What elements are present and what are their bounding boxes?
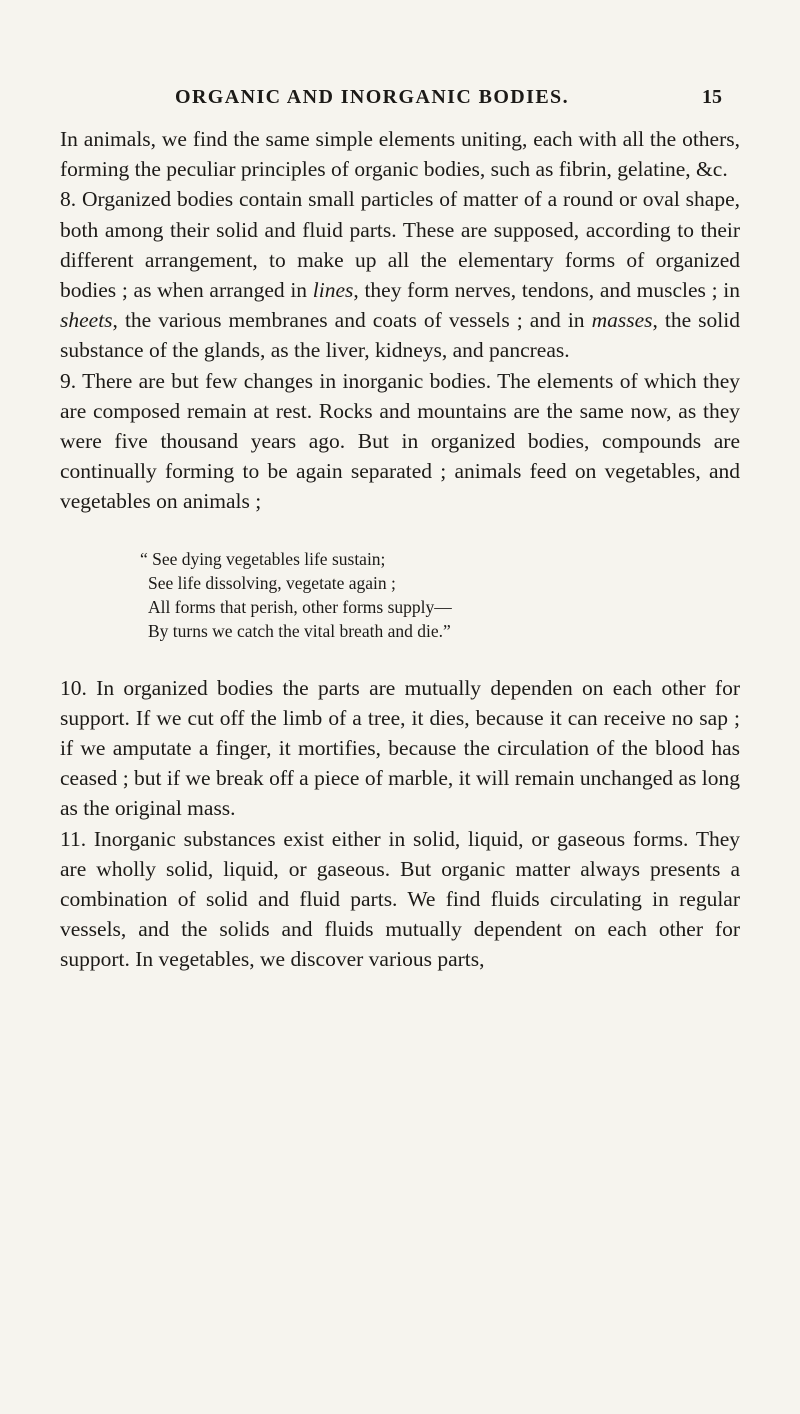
poem-line: All forms that perish, other forms supply— [148,596,452,617]
poem-line: “ See dying vegetables life sustain; [140,548,386,569]
emphasis-masses: masses [591,308,653,333]
poem-line: See life dissolving, vegetate again ; [148,572,396,593]
paragraph-10-text: 10. In organized bodies the parts are mutually dependen on each other for support. If we cut off the limb of a tree, it dies, because it can receive no sap ; if we amputate a finger, it mortifies, because the circulation of the blood has ceased ; but if we break off a piece of marble, it will remain unchanged as long as the original mass. [60,675,740,821]
paragraph-9 [60,366,740,517]
body-text [60,124,740,975]
paragraph-11-text: 11. Inorganic substances exist either in solid, liquid, or gaseous forms. They are wholly solid, liquid, or gaseous. But organic matter always presents a combination of solid and fluid parts. We find fluids circulating in regular vessels, and the solids and fluids mutually dependent on each other for support. In vegetables, we discover various parts, [60,826,740,972]
paragraph-9-text: 9. There are but few changes in inorganic bodies. The elements of which they are composed remain at rest. Rocks and mountains are the same now, as they were five thousand years ago. But in organized bodies, compounds are continually forming to be again separated ; animals feed on vegetables, and vegetables on animals ; [60,368,740,514]
paragraph-10 [60,673,740,824]
paragraph-11 [60,824,740,975]
paragraph-8-text-c: , the various membranes and coats of vessels ; and in [112,308,592,333]
paragraph-intro-text: In animals, we find the same simple elements uniting, each with all the others, forming the peculiar principles of organic bodies, such as fibrin, gelatine, &c. [60,127,740,182]
poem-quote [60,547,740,643]
paragraph-intro [60,124,740,184]
emphasis-lines: lines [312,278,354,303]
poem-line: By turns we catch the vital breath and die.” [148,620,451,641]
page-number: 15 [702,86,722,108]
running-head: ORGANIC AND INORGANIC BODIES. [175,86,569,108]
emphasis-sheets: sheets [60,308,113,333]
paragraph-8-text-d: , the solid substance of the glands, as the liver, kidneys, and pancreas. [60,308,740,363]
page-header [0,86,800,116]
paragraph-8-text-b: , they form nerves, tendons, and muscles ; in [353,278,740,303]
paragraph-8-text-a: 8. Organized bodies contain small particles of matter of a round or oval shape, both among their solid and fluid parts. These are supposed, according to their different arrangement, to make up all the elementary forms of organized bodies ; as when arranged in [60,187,740,303]
paragraph-8 [60,184,740,365]
